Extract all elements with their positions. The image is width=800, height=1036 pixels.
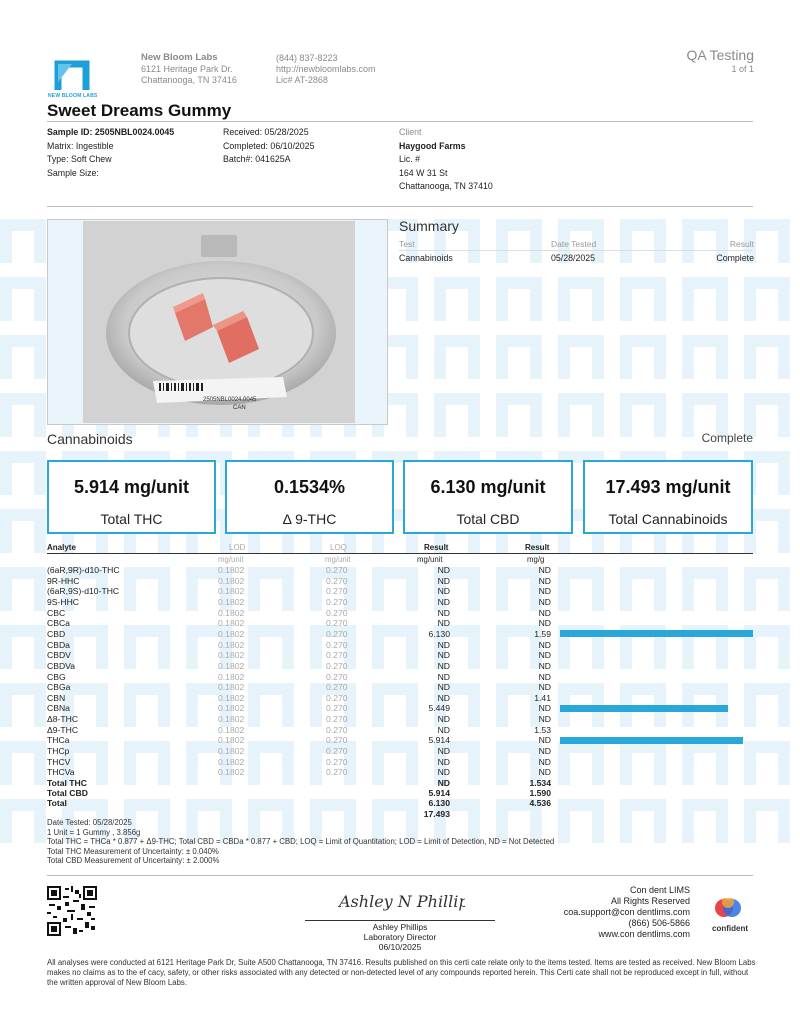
unit-loq: mg/unit	[325, 555, 351, 564]
analyte-result-mg: 5.914	[428, 735, 450, 746]
table-row	[47, 661, 757, 672]
analyte-name: 9R-HHC	[47, 575, 80, 586]
summary-col-test: Test	[399, 239, 415, 249]
photo-frame	[83, 221, 355, 423]
col-loq: LOQ	[330, 543, 347, 552]
analyte-lod: 0.1802	[218, 703, 245, 714]
analyte-lod: 0.1802	[218, 596, 245, 607]
note-date-tested: Date Tested: 05/28/2025	[47, 818, 132, 827]
page-number: 1 of 1	[731, 64, 754, 74]
analyte-result-mg: ND	[437, 596, 450, 607]
analyte-loq: 0.270	[326, 756, 348, 767]
analyte-result-mg: ND	[437, 586, 450, 597]
table-row	[47, 693, 757, 704]
divider	[399, 250, 753, 251]
batch-number: Batch#: 041625A	[223, 154, 291, 164]
analyte-loq: 0.270	[326, 607, 348, 618]
analyte-loq: 0.270	[326, 735, 348, 746]
lab-license: Lic# AT-2868	[276, 75, 328, 85]
analyte-name: CBNa	[47, 703, 70, 714]
table-row	[47, 640, 757, 651]
note-unit: 1 Unit = 1 Gummy , 3.856g	[47, 827, 141, 837]
analyte-lod: 0.1802	[218, 650, 245, 661]
analyte-loq: 0.270	[326, 746, 348, 757]
card-value: 6.130 mg/unit	[430, 477, 546, 497]
lims-web[interactable]: www.con dentlims.com	[598, 929, 690, 939]
total-result-mg: 17.493	[423, 808, 450, 819]
unit-lod: mg/unit	[218, 555, 244, 564]
analyte-lod: 0.1802	[218, 607, 245, 618]
total-result-mg: 5.914	[428, 788, 450, 799]
note-cbd-uncertainty: Total CBD Measurement of Uncertainty: ± 2.000%	[47, 856, 220, 866]
result-bar	[560, 737, 743, 744]
lab-name: New Bloom Labs	[141, 52, 218, 63]
doc-type: QA Testing	[686, 47, 754, 63]
signer-name: Ashley Phillips	[372, 922, 428, 932]
sample-id: Sample ID: 2505NBL0024.0045	[47, 127, 175, 137]
analyte-name: CBCa	[47, 618, 70, 629]
lims-name: Con dent LIMS	[629, 885, 690, 895]
analyte-result-g: ND	[538, 682, 551, 693]
client-address2: Chattanooga, TN 37410	[399, 181, 493, 191]
qr-code[interactable]	[47, 886, 97, 936]
sample-size: Sample Size:	[47, 167, 99, 178]
analyte-name: CBDa	[47, 639, 70, 650]
analyte-result-g: ND	[538, 703, 551, 714]
summary-title: Summary	[399, 218, 459, 234]
sample-matrix: Matrix: Ingestible	[47, 140, 114, 151]
analyte-result-g: ND	[538, 575, 551, 586]
completed-date: Completed: 06/10/2025	[223, 140, 315, 151]
analyte-loq: 0.270	[326, 596, 348, 607]
analyte-lod: 0.1802	[218, 628, 245, 639]
summary-result: Complete	[716, 253, 754, 263]
col-result-mg: Result	[424, 543, 449, 552]
analyte-result-mg: ND	[437, 746, 450, 757]
analyte-name: CBD	[47, 628, 66, 639]
total-cannabinoids-card	[583, 460, 753, 534]
analyte-lod: 0.1802	[218, 575, 245, 586]
col-lod: LOD	[229, 543, 246, 552]
analyte-loq: 0.270	[326, 703, 348, 714]
divider	[47, 206, 753, 207]
analyte-result-g: ND	[538, 714, 551, 725]
analyte-result-g: ND	[538, 735, 551, 746]
sample-photo	[47, 219, 388, 425]
lims-info	[564, 885, 690, 940]
photo-label-can: CAN	[233, 405, 246, 411]
analyte-loq: 0.270	[326, 586, 348, 597]
total-result-g: 4.536	[529, 798, 551, 809]
analyte-result-mg: ND	[437, 671, 450, 682]
analyte-name: THCp	[47, 746, 70, 757]
analyte-name: THCV	[47, 756, 71, 767]
analyte-lod: 0.1802	[218, 756, 245, 767]
signature-line	[305, 920, 495, 921]
card-label: Total Cannabinoids	[608, 511, 728, 527]
confident-logo	[706, 898, 754, 933]
analyte-name: CBDV	[47, 650, 71, 661]
client-address1: 164 W 31 St	[399, 167, 448, 178]
card-label: Total THC	[100, 511, 163, 527]
analyte-lod: 0.1802	[218, 565, 245, 575]
analyte-name: (6aR,9R)-d10-THC	[47, 565, 120, 575]
total-result-g: 1.534	[529, 778, 551, 788]
analyte-loq: 0.270	[326, 650, 348, 661]
total-result-mg: 6.130	[428, 798, 450, 809]
analyte-name: CBGa	[47, 682, 71, 693]
analyte-result-mg: ND	[437, 575, 450, 586]
analyte-name: CBDVa	[47, 660, 76, 671]
sample-type: Type: Soft Chew	[47, 154, 112, 164]
cannabinoids-status: Complete	[701, 431, 753, 445]
unit-result-mg: mg/unit	[417, 555, 443, 564]
summary-col-result: Result	[729, 239, 754, 249]
lab-address2: Chattanooga, TN 37416	[141, 75, 237, 85]
total-result-g: 1.590	[529, 788, 551, 799]
analyte-name: Δ8-THC	[47, 714, 79, 725]
analyte-lod: 0.1802	[218, 682, 245, 693]
analyte-result-mg: ND	[437, 639, 450, 650]
table-row	[47, 757, 757, 768]
note-thc-uncertainty: Total THC Measurement of Uncertainty: ± 0.040%	[47, 846, 219, 856]
analyte-lod: 0.1802	[218, 692, 245, 703]
analyte-lod: 0.1802	[218, 639, 245, 650]
logo-text: NEW BLOOM LABS	[48, 93, 98, 99]
signature-block	[305, 922, 495, 952]
summary-date: 05/28/2025	[551, 253, 596, 263]
card-value: 17.493 mg/unit	[605, 477, 731, 497]
client-label: Client	[399, 127, 422, 137]
analyte-result-g: ND	[538, 756, 551, 767]
analyte-loq: 0.270	[326, 724, 348, 735]
analyte-loq: 0.270	[326, 692, 348, 703]
analyte-lod: 0.1802	[218, 735, 245, 746]
analyte-result-mg: 6.130	[428, 628, 450, 639]
lab-address1: 6121 Heritage Park Dr.	[141, 64, 233, 74]
analyte-result-mg: ND	[437, 607, 450, 618]
lab-phone: (844) 837-8223	[276, 53, 338, 63]
analyte-result-g: ND	[538, 607, 551, 618]
lims-rights: All Rights Reserved	[610, 896, 690, 906]
analyte-lod: 0.1802	[218, 767, 245, 778]
analyte-result-mg: ND	[437, 618, 450, 629]
analyte-name: CBC	[47, 607, 66, 618]
analyte-loq: 0.270	[326, 628, 348, 639]
client-info	[399, 126, 493, 194]
lims-email[interactable]: coa.support@con dentlims.com	[563, 907, 690, 917]
analyte-lod: 0.1802	[218, 618, 245, 629]
summary-test: Cannabinoids	[399, 253, 453, 263]
table-row	[47, 597, 757, 608]
analyte-loq: 0.270	[326, 639, 348, 650]
table-row	[47, 746, 757, 757]
notes	[47, 818, 554, 866]
table-row	[47, 650, 757, 661]
total-row	[47, 778, 757, 789]
col-analyte: Analyte	[47, 543, 76, 552]
table-header-rule	[47, 553, 753, 554]
analyte-loq: 0.270	[326, 671, 348, 682]
card-label: Total CBD	[456, 511, 520, 527]
result-bar	[560, 705, 728, 712]
analyte-name: (6aR,9S)-d10-THC	[47, 586, 120, 597]
summary-col-date: Date Tested	[551, 239, 597, 249]
analyte-result-g: ND	[538, 565, 551, 575]
analyte-result-g: ND	[538, 746, 551, 757]
analyte-loq: 0.270	[326, 565, 348, 575]
total-thc-card	[47, 460, 216, 534]
unit-result-g: mg/g	[527, 555, 545, 564]
analyte-result-g: ND	[538, 650, 551, 661]
analyte-result-g: ND	[538, 596, 551, 607]
analyte-result-mg: ND	[437, 724, 450, 735]
analyte-loq: 0.270	[326, 714, 348, 725]
divider	[47, 875, 753, 876]
analyte-result-mg: ND	[437, 767, 450, 778]
analyte-result-g: ND	[538, 671, 551, 682]
analyte-name: CBG	[47, 671, 66, 682]
analyte-lod: 0.1802	[218, 586, 245, 597]
total-result-mg: ND	[437, 778, 450, 788]
client-license: Lic. #	[399, 154, 421, 164]
lab-website: http://newbloomlabs.com	[276, 64, 376, 74]
signer-date: 06/10/2025	[378, 942, 422, 952]
analyte-lod: 0.1802	[218, 714, 245, 725]
photo-label-id: 2505NBL0024.0045	[203, 397, 257, 403]
analyte-lod: 0.1802	[218, 746, 245, 757]
total-name: Total	[47, 798, 67, 809]
analyte-result-g: 1.59	[534, 628, 551, 639]
confident-logo-text: confident	[712, 924, 748, 933]
table-row	[47, 576, 757, 587]
analyte-name: Δ9-THC	[47, 724, 79, 735]
analyte-result-g: ND	[538, 767, 551, 778]
table-row	[47, 714, 757, 725]
card-value: 5.914 mg/unit	[73, 477, 190, 497]
analyte-lod: 0.1802	[218, 724, 245, 735]
analyte-result-mg: ND	[437, 682, 450, 693]
sample-info	[47, 126, 174, 180]
table-row	[47, 767, 757, 778]
analyte-result-mg: ND	[437, 650, 450, 661]
card-label: Δ 9-THC	[282, 511, 337, 527]
analyte-result-g: ND	[538, 618, 551, 629]
analyte-loq: 0.270	[326, 660, 348, 671]
analyte-result-g: 1.41	[534, 692, 551, 703]
analyte-result-mg: ND	[437, 660, 450, 671]
analyte-lod: 0.1802	[218, 660, 245, 671]
total-cbd-card	[403, 460, 573, 534]
analyte-result-g: ND	[538, 586, 551, 597]
col-result-g: Result	[525, 543, 550, 552]
card-value: 0.1534%	[273, 477, 346, 497]
received-date: Received: 05/28/2025	[223, 127, 309, 137]
delta9-thc-card	[225, 460, 394, 534]
result-bar	[560, 630, 753, 637]
signer-title: Laboratory Director	[363, 932, 437, 942]
analyte-result-g: ND	[538, 660, 551, 671]
client-name: Haygood Farms	[399, 140, 466, 151]
table-row	[47, 565, 757, 576]
analyte-loq: 0.270	[326, 575, 348, 586]
total-name: Total CBD	[47, 788, 88, 799]
table-row	[47, 672, 757, 683]
table-row	[47, 725, 757, 736]
analyte-lod: 0.1802	[218, 671, 245, 682]
analyte-loq: 0.270	[326, 682, 348, 693]
lims-phone: (866) 506-5866	[628, 918, 690, 928]
table-row	[47, 586, 757, 597]
sample-dates	[223, 126, 314, 167]
analyte-result-mg: ND	[437, 756, 450, 767]
product-title: Sweet Dreams Gummy	[47, 101, 232, 120]
analyte-result-mg: ND	[437, 565, 450, 575]
table-row	[47, 682, 757, 693]
signature-image	[335, 885, 465, 919]
cannabinoids-title: Cannabinoids	[47, 431, 133, 447]
table-row	[47, 608, 757, 619]
footer-disclaimer: All analyses were conducted at 6121 Heritage Park Dr, Suite A500 Chattanooga, TN 37416. Results published on this certi cate relate only to the items tested. Items are tested as received. New Bloom Labs makes no claims as to the ef cacy, safety, or other risks associated with any detected or non-detected level of any compounds reported herein. This Certi cate shall not be reproduced except in full, without the written approval of New Bloom Labs.	[47, 958, 756, 987]
analyte-result-mg: 5.449	[428, 703, 450, 714]
analyte-result-mg: ND	[437, 714, 450, 725]
divider	[47, 121, 753, 122]
table-row	[47, 618, 757, 629]
signature-script: Ashley N Phillips	[339, 892, 465, 911]
note-formula: Total THC = THCa * 0.877 + Δ9-THC; Total CBD = CBDa * 0.877 + CBD; LOQ = Limit of Quantitation; LOD = Limit of Detection, ND = Not Detected	[47, 837, 555, 847]
total-name: Total THC	[47, 778, 87, 788]
total-row	[47, 798, 757, 809]
total-row	[47, 788, 757, 799]
analyte-loq: 0.270	[326, 767, 348, 778]
analyte-result-g: 1.53	[534, 724, 551, 735]
analyte-loq: 0.270	[326, 618, 348, 629]
gummy-photo-illustration	[83, 221, 355, 423]
analyte-result-g: ND	[538, 639, 551, 650]
analyte-name: 9S-HHC	[47, 596, 79, 607]
analyte-name: THCa	[47, 735, 70, 746]
analyte-name: THCVa	[47, 767, 75, 778]
analyte-result-mg: ND	[437, 692, 450, 703]
analyte-name: CBN	[47, 692, 66, 703]
